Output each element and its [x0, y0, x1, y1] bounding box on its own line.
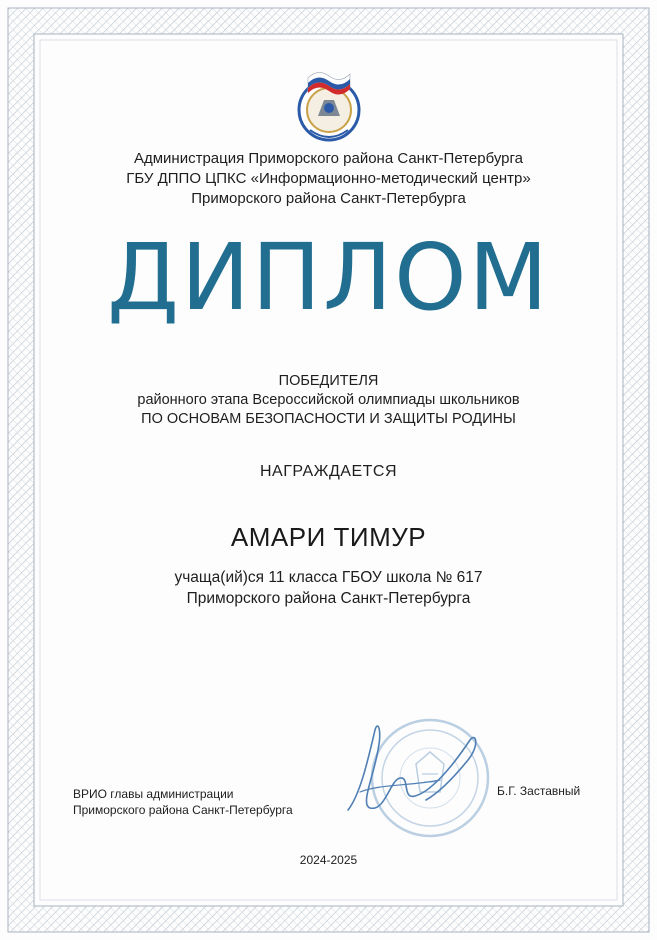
- org-line-3: Приморского района Санкт-Петербурга: [191, 190, 466, 207]
- winner-line-1: ПОБЕДИТЕЛЯ: [278, 373, 379, 389]
- winner-line-2: районного этапа Всероссийской олимпиады школьников: [137, 392, 520, 408]
- signatory-name: Б.Г. Заставный: [497, 784, 581, 798]
- organization-header: [0, 149, 657, 209]
- org-line-2: ГБУ ДППО ЦПКС «Информационно-методический центр»: [126, 170, 531, 187]
- signatory-position-line-1: ВРИО главы администрации: [73, 787, 234, 801]
- recipient-details: [0, 567, 657, 609]
- winner-description: [0, 372, 657, 429]
- diploma-title: ДИПЛОМ: [107, 224, 550, 331]
- official-seal-icon: [330, 700, 500, 860]
- winner-line-3: ПО ОСНОВАМ БЕЗОПАСНОСТИ И ЗАЩИТЫ РОДИНЫ: [141, 411, 516, 427]
- recipient-line-2: Приморского района Санкт-Петербурга: [186, 590, 471, 607]
- signatory-position: [73, 786, 293, 818]
- academic-year: 2024-2025: [299, 853, 358, 867]
- recipient-name: АМАРИ ТИМУР: [230, 522, 427, 552]
- signatory-position-line-2: Приморского района Санкт-Петербурга: [73, 803, 293, 817]
- olympiad-emblem-icon: [288, 66, 370, 146]
- recipient-line-1: учаща(ий)ся 11 класса ГБОУ школа № 617: [174, 569, 483, 586]
- org-line-1: Администрация Приморского района Санкт-Петербурга: [133, 150, 523, 167]
- awarded-label: НАГРАЖДАЕТСЯ: [260, 463, 397, 480]
